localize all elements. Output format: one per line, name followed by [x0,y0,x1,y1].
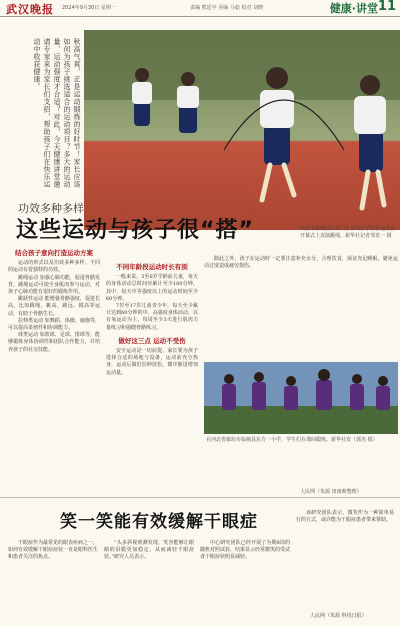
article1-column-2 [106,262,198,377]
article-kicker: 功效多种多样 [18,202,84,215]
lead-paragraph: 秋高气爽，正是运动锻炼的好时节！家长应该如何为孩子挑选适合的运动项目？多大的运动量、运动强度才合适？对此，今天健康讲堂邀请专家来为家长们支招，帮助孩子们在快乐运动中收获健康。 [33,38,81,188]
school-exercise-photo [204,362,398,434]
hero-photo-caption: 西安市新城区后宰门小学的小学生在运动会开幕式上表演跳绳。新华社记者邹竞一 摄 [300,226,396,239]
article1-column-3-top [204,256,398,270]
hero-photo-image [84,30,400,230]
body-paragraph: 中心研究团队已经开展了为期8周的随机对照试验，结果显示经常微笑的受试者干眼症状明显减轻。 [200,540,291,561]
body-paragraph: 除此之外，孩子在运动时一定要注意补充水分，合理饮食，保证充足睡眠，避免运动过度造成疲劳损伤。 [204,256,398,270]
article1-byline: 人民网（朱源 田雨莉整理） [300,489,362,495]
body-paragraph: “头多斜视观测发现，笑容能够让眼睛的泪膜更加稳定，从而减轻干眼症状。”研究人员表示。 [104,540,194,561]
school-exercise-photo-image [204,362,398,434]
article2-column-4 [296,510,394,524]
subhead-safety: 做好这三点 运动不受伤 [118,336,186,345]
school-photo-caption: 在河北省廊坊市临城县东方一小学，学生们在课间锻炼。新华社发（郭杰 摄） [206,437,378,443]
article2-column-2 [104,540,194,562]
article2-byline: 人民网（朱源 科技日报） [310,613,367,619]
body-paragraph: 该研究团队表示，微笑作为一种简单易行的方式，或许能为干眼症患者带来帮助。 [296,510,394,524]
body-paragraph: 安全运动是一切前提，家长要为孩子选择合适的场地与设备，运动前充分热身，运动后做好拉伸放松，循序渐进增加运动量。 [106,348,198,376]
subhead-plan: 结合孩子意向打造运动方案 [15,249,93,257]
masthead [0,0,400,17]
page-number: 11 [377,0,396,14]
section-name: 健康·讲堂 [329,2,378,15]
article1-column-1 [8,248,100,354]
article2-column-1 [8,540,98,562]
body-paragraph: 7岁至17岁儿童青少年，每天至少累计达到60分钟的中、高强度身体活动，以有氧运动为主，每周至少3天进行肌肉力量练习和强健骨骼练习。 [106,303,198,331]
issue-date: 2024年9月30日 星期一 [62,5,116,11]
body-paragraph: 球类运动 如篮球、足球、排球等，能够锻炼身体协调性和团队合作能力，并培养孩子的社交技能。 [8,332,100,353]
body-paragraph: 干眼症作为最常见的眼表疾病之一，如何有效缓解干眼症症状一直是眼科医生和患者关注的焦点。 [8,540,99,561]
article2-headline: 笑一笑能有效缓解干眼症 [60,512,258,532]
hero-photo [84,30,400,230]
article2-column-3 [200,540,290,562]
editor-credits: 责编 熊廷中 美编 马茹 校对 刘晓 [190,5,263,11]
section-divider [0,497,400,498]
body-paragraph: 跳绳运动 加强心肺功能，促进骨骼发育。跳绳运动可使全身肌肉参与运动，对孩子心肺功能有很好的锻炼作用。 [8,274,100,296]
body-paragraph: 跳跃性运动 能增强骨骼强度，促进长高，比如跳绳、跳高、跳远、摸高等运动，有助于骨骼生长。 [8,296,100,317]
article-headline: 这些运动与孩子很“搭” [16,218,254,243]
body-paragraph: 一般来说，3至6岁学龄前儿童，每天的身体活动总时间应累计至少180分钟，其中，每天中等强度以上的运动时间至少60分钟。 [106,274,198,302]
body-paragraph: 运动的形式以及功效多种多样。不同的运动有着独特的功效。 [8,260,100,274]
newspaper-logo: 武汉晚报 [6,3,54,16]
subhead-duration: 不同年龄段运动时长有别 [116,263,188,271]
body-paragraph: 拉伸类运动 如舞蹈、体操、瑜伽等，可以提高柔韧性和协调能力。 [8,317,100,332]
lead-column [6,38,82,188]
